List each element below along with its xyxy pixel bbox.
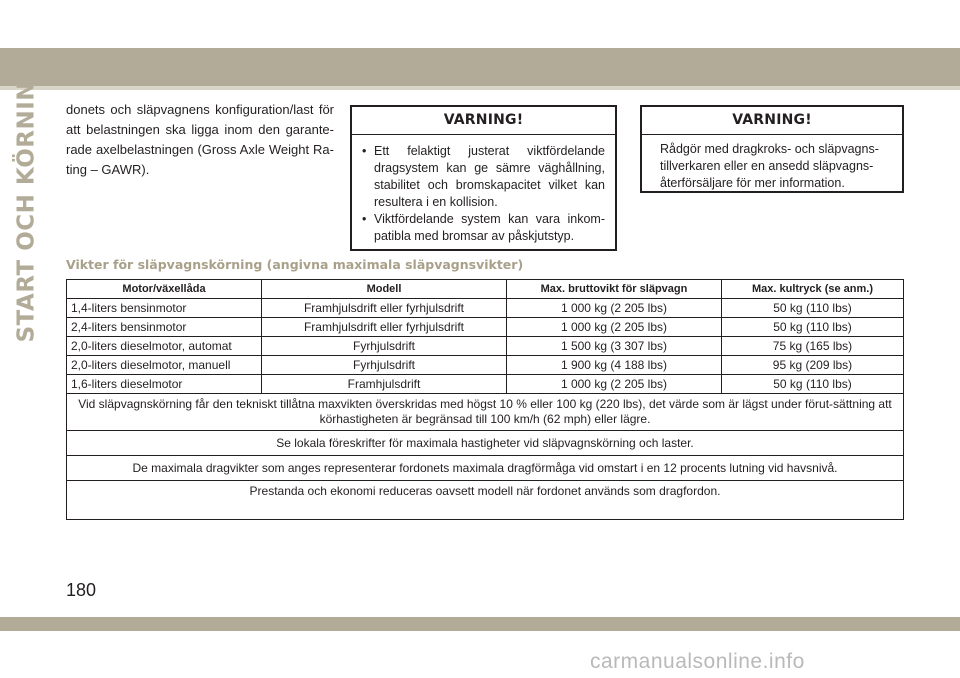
cell-engine: 1,6-liters dieselmotor bbox=[67, 375, 262, 394]
table-row bbox=[67, 375, 904, 394]
warning-item-text: Viktfördelande system kan vara inkom-patibla med bromsar av påskjutstyp. bbox=[374, 212, 605, 243]
page-number: 180 bbox=[66, 580, 97, 600]
header-band bbox=[0, 48, 960, 86]
cell-model: Framhjulsdrift eller fyrhjulsdrift bbox=[262, 318, 507, 337]
table-row bbox=[67, 356, 904, 375]
table-note: Vid släpvagnskörning får den tekniskt tillåtna maxvikten överskridas med högst 10 % eller 100 kg (220 lbs), det värde som är lägst under förut-sättning att körhastigheten är begränsad till 100 km/h (62 mph) eller lägre. bbox=[67, 394, 904, 431]
warning-item-text: Ett felaktigt justerat viktfördelande dragsystem kan ge sämre väghållning, stabilitet och bromskapacitet vilket kan resultera i en kollision. bbox=[374, 144, 605, 209]
table-note-row bbox=[67, 481, 904, 520]
cell-model: Fyrhjulsdrift bbox=[262, 356, 507, 375]
cell-max-trailer-weight: 1 000 kg (2 205 lbs) bbox=[507, 299, 722, 318]
cell-engine: 2,0-liters dieselmotor, automat bbox=[67, 337, 262, 356]
table-note-row bbox=[67, 394, 904, 431]
cell-max-trailer-weight: 1 500 kg (3 307 lbs) bbox=[507, 337, 722, 356]
footer-band bbox=[0, 617, 960, 631]
chapter-side-tab bbox=[9, 61, 43, 343]
cell-max-trailer-weight: 1 900 kg (4 188 lbs) bbox=[507, 356, 722, 375]
cell-max-tongue-weight: 75 kg (165 lbs) bbox=[722, 337, 904, 356]
chapter-side-tab-label: START OCH KÖRNING bbox=[13, 61, 40, 343]
column-header-engine: Motor/växellåda bbox=[67, 280, 262, 299]
warning-list-item bbox=[362, 211, 605, 245]
watermark: carmanualsonline.info bbox=[590, 650, 805, 673]
cell-engine: 1,4-liters bensinmotor bbox=[67, 299, 262, 318]
cell-engine: 2,4-liters bensinmotor bbox=[67, 318, 262, 337]
bullet-icon: • bbox=[362, 212, 367, 226]
warning-list-item bbox=[362, 143, 605, 211]
towing-weights-table bbox=[66, 279, 904, 520]
cell-model: Framhjulsdrift bbox=[262, 375, 507, 394]
bullet-icon: • bbox=[362, 144, 367, 158]
header-band-shadow bbox=[0, 86, 960, 90]
cell-max-tongue-weight: 50 kg (110 lbs) bbox=[722, 318, 904, 337]
cell-max-tongue-weight: 95 kg (209 lbs) bbox=[722, 356, 904, 375]
section-title: Vikter för släpvagnskörning (angivna maximala släpvagnsvikter) bbox=[66, 257, 524, 272]
warning-text: Rådgör med dragkroks- och släpvagns-tillverkaren eller en ansedd släpvagns-återförsäljare för mer information. bbox=[660, 142, 879, 190]
table-row bbox=[67, 337, 904, 356]
cell-model: Framhjulsdrift eller fyrhjulsdrift bbox=[262, 299, 507, 318]
intro-paragraph: donets och släpvagnens konfiguration/last för att belastningen ska ligga inom den garante-rade axelbelastningen (Gross Axle Weight Ra-ting – GAWR). bbox=[66, 102, 334, 177]
table-header-row bbox=[67, 280, 904, 299]
warning-title: VARNING! bbox=[642, 107, 902, 135]
table-note-row bbox=[67, 456, 904, 481]
warning-list bbox=[362, 143, 605, 245]
column-header-max-tongue-weight: Max. kultryck (se anm.) bbox=[722, 280, 904, 299]
table-note: De maximala dragvikter som anges representerar fordonets maximala dragförmåga vid omstart i en 12 procents lutning vid havsnivå. bbox=[67, 456, 904, 481]
warning-title: VARNING! bbox=[352, 107, 615, 135]
table-note: Se lokala föreskrifter för maximala hastigheter vid släpvagnskörning och laster. bbox=[67, 431, 904, 456]
table-note-row bbox=[67, 431, 904, 456]
table-row bbox=[67, 318, 904, 337]
cell-model: Fyrhjulsdrift bbox=[262, 337, 507, 356]
cell-max-tongue-weight: 50 kg (110 lbs) bbox=[722, 299, 904, 318]
warning-box-1 bbox=[350, 105, 617, 251]
table-note: Prestanda och ekonomi reduceras oavsett modell när fordonet används som dragfordon. bbox=[67, 481, 904, 520]
cell-max-trailer-weight: 1 000 kg (2 205 lbs) bbox=[507, 375, 722, 394]
warning-box-2 bbox=[640, 105, 904, 193]
column-header-model: Modell bbox=[262, 280, 507, 299]
cell-max-tongue-weight: 50 kg (110 lbs) bbox=[722, 375, 904, 394]
cell-engine: 2,0-liters dieselmotor, manuell bbox=[67, 356, 262, 375]
table-row bbox=[67, 299, 904, 318]
cell-max-trailer-weight: 1 000 kg (2 205 lbs) bbox=[507, 318, 722, 337]
column-header-max-trailer-weight: Max. bruttovikt för släpvagn bbox=[507, 280, 722, 299]
